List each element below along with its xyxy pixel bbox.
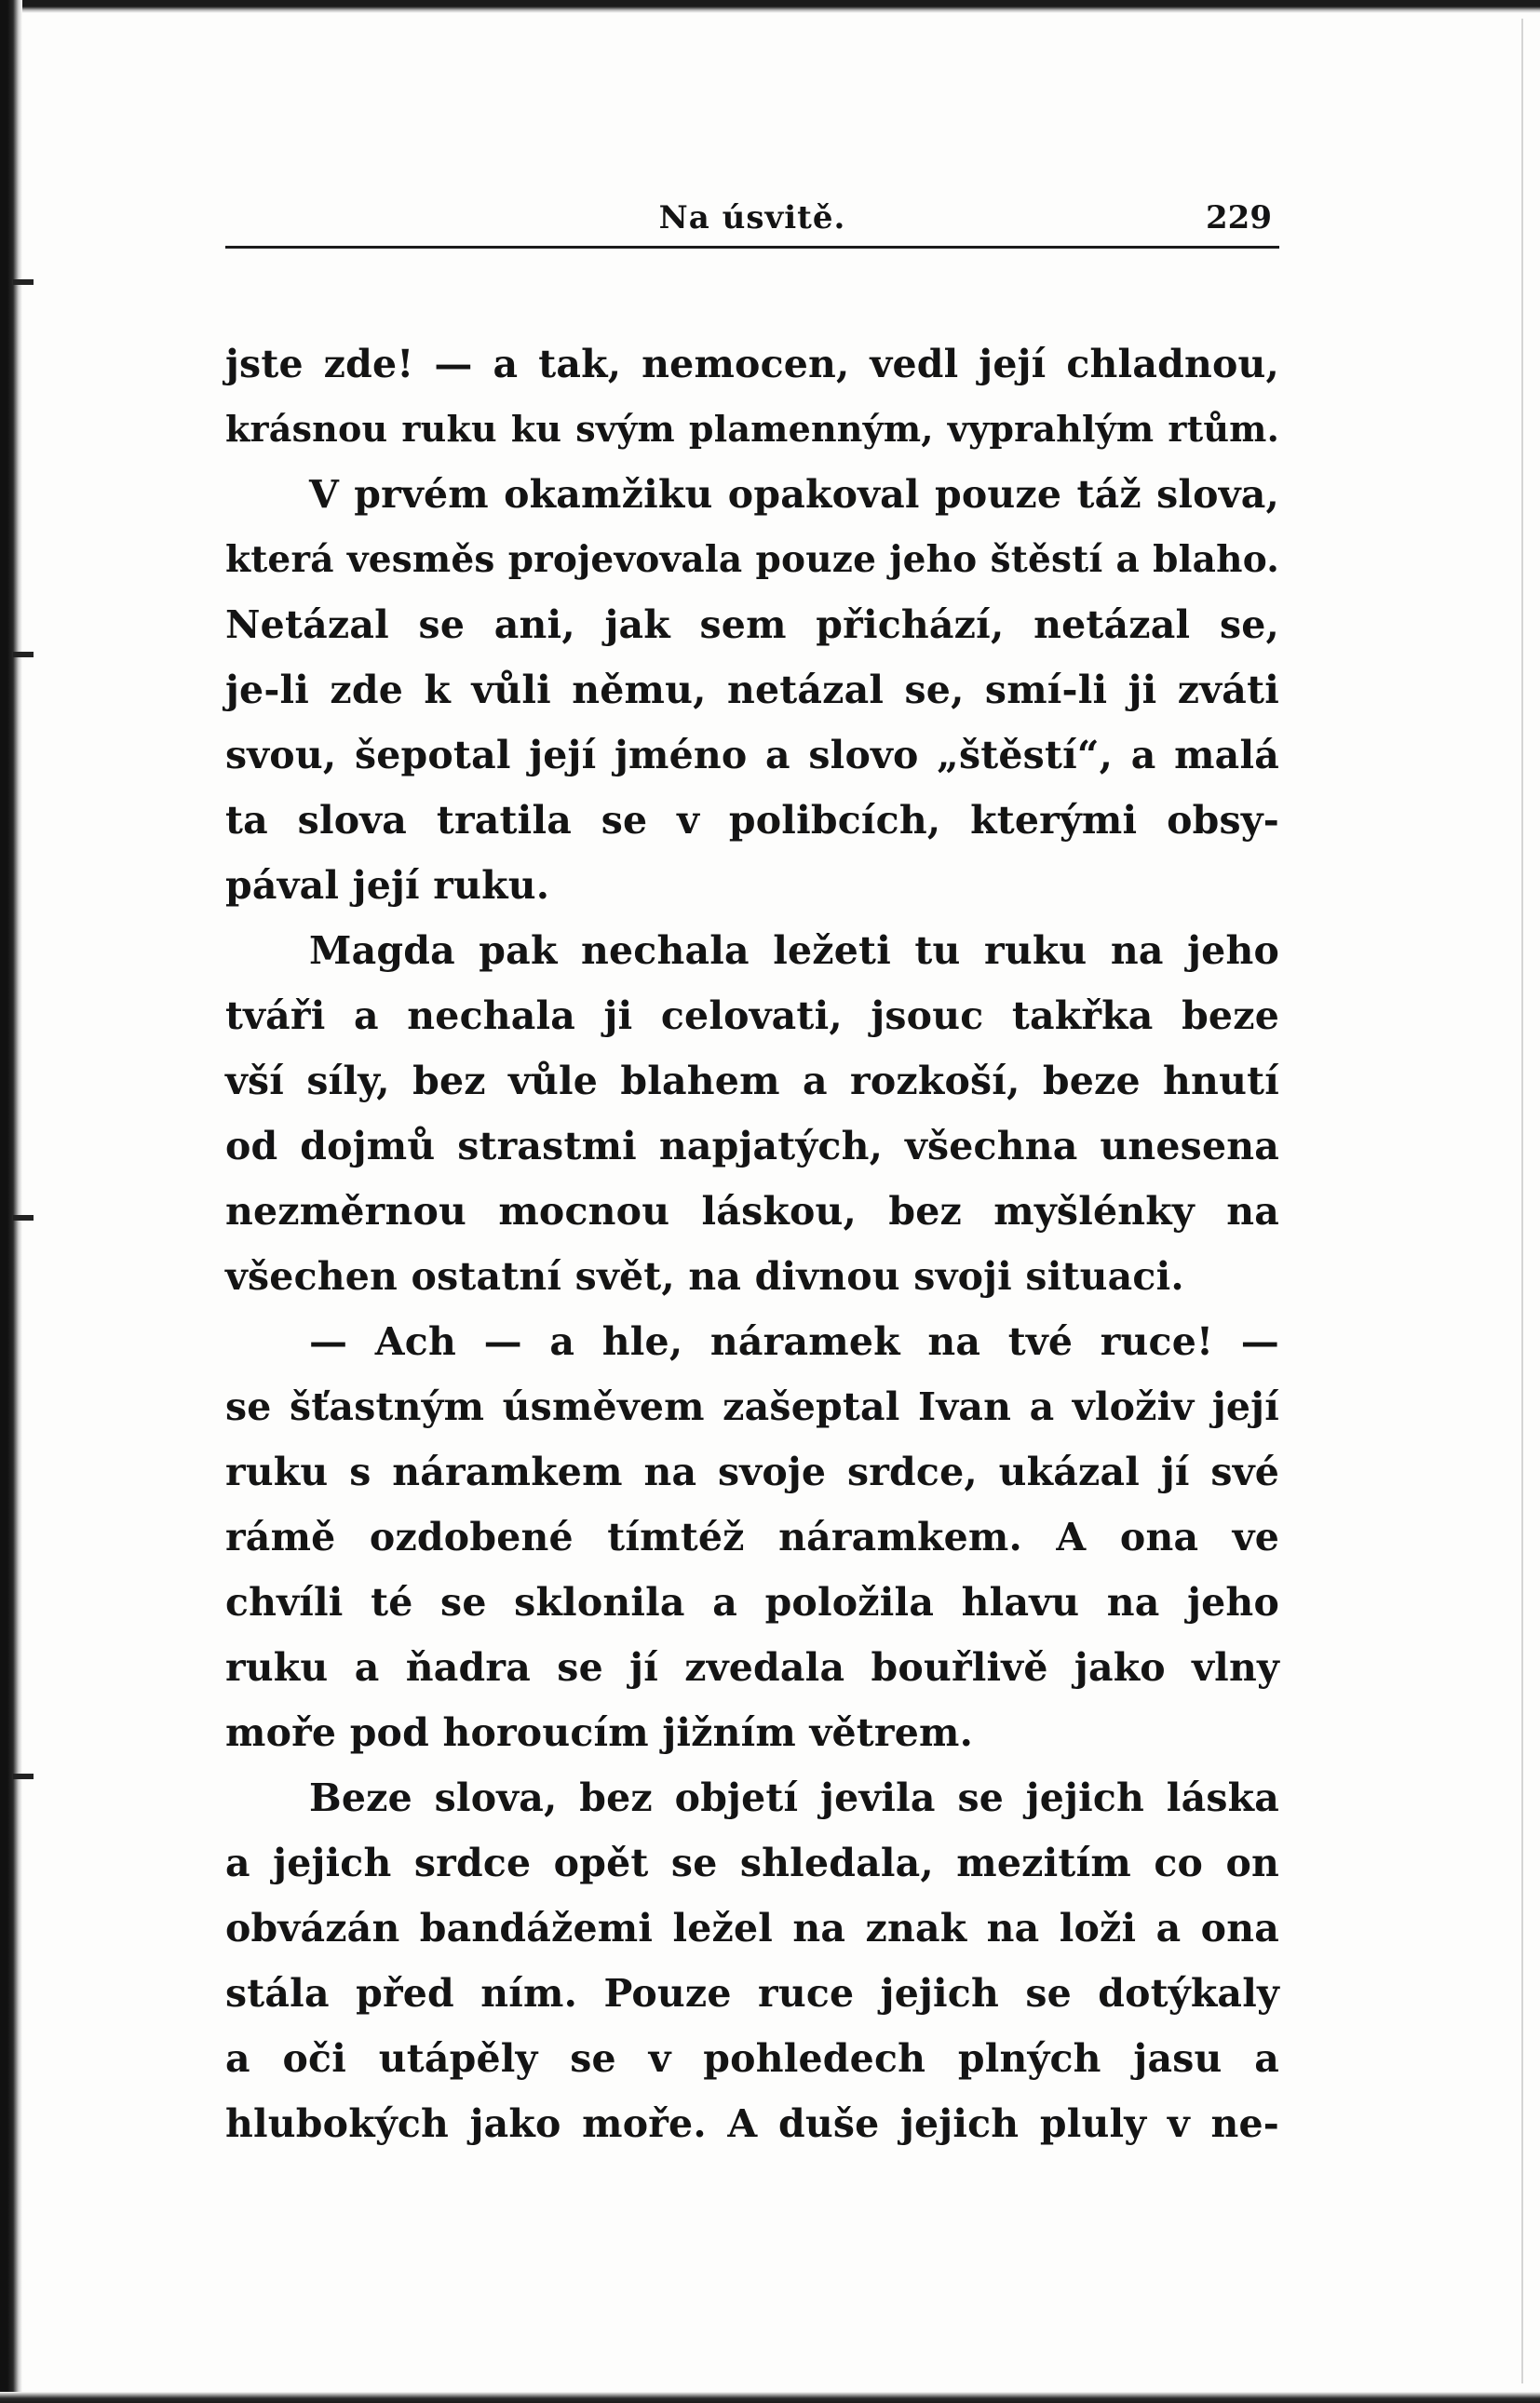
text-line: ta slova tratila se v polibcích, kterými obsy- [225,798,1279,843]
text-line: Magda pak nechala ležeti tu ruku na jeho [309,928,1279,973]
text-line: pával její ruku. [225,863,550,908]
text-line: se šťastným úsměvem zašeptal Ivan a vloživ její [225,1384,1279,1429]
text-line: hlubokých jako moře. A duše jejich pluly v ne- [225,2101,1279,2146]
text-line: Netázal se ani, jak sem přichází, netázal se, [225,602,1279,647]
text-line: jste zde! — a tak, nemocen, vedl její chladnou, [225,342,1279,386]
page-number: 229 [1206,199,1272,236]
text-line: Beze slova, bez objetí jevila se jejich láska [309,1775,1279,1820]
scan-left-edge [0,0,22,2403]
text-line: všechen ostatní svět, na divnou svoji situaci. [225,1254,1184,1299]
text-line: a oči utápěly se v pohledech plných jasu a [225,2036,1279,2081]
text-line: chvíli té se sklonila a položila hlavu na jeho [225,1580,1279,1625]
text-line: je-li zde k vůli němu, netázal se, smí-li ji zváti [225,668,1279,712]
text-line: obvázán bandážemi ležel na znak na loži a ona [225,1906,1279,1951]
text-line: rámě ozdobené tímtéž náramkem. A ona ve [225,1515,1279,1559]
text-line: nezměrnou mocnou láskou, bez myšlénky na [225,1189,1279,1234]
margin-tick [13,279,34,285]
running-title: Na úsvitě. [658,199,846,236]
text-line: tváři a nechala ji celovati, jsouc takřka beze [225,993,1279,1038]
scan-right-edge [1521,19,1523,2383]
scan-top-edge [0,0,1540,13]
margin-tick [13,652,34,657]
text-line: — Ach — a hle, náramek na tvé ruce! — [309,1319,1279,1364]
text-line: od dojmů strastmi napjatých, všechna unesena [225,1124,1279,1168]
text-line: V prvém okamžiku opakoval pouze táž slova, [309,472,1279,517]
text-line: krásnou ruku ku svým plamenným, vyprahlým rtům. [225,408,1279,450]
running-header [225,194,1279,249]
text-line: vší síly, bez vůle blahem a rozkoší, beze hnutí [225,1059,1279,1103]
margin-tick [13,1215,34,1221]
body-text [225,331,1279,2156]
text-line: ruku s náramkem na svoje srdce, ukázal jí své [225,1450,1279,1494]
text-line: moře pod horoucím jižním větrem. [225,1710,974,1755]
text-line: ruku a ňadra se jí zvedala bouřlivě jako vlny [225,1645,1279,1690]
text-line: a jejich srdce opět se shledala, mezitím co on [225,1841,1279,1885]
text-line: svou, šepotal její jméno a slovo „štěstí“, a malá [225,733,1279,777]
text-line: stála před ním. Pouze ruce jejich se dotýkaly [225,1971,1279,2016]
scan-bottom-edge [0,2392,1540,2403]
text-line: která vesměs projevovala pouze jeho štěstí a blaho. [225,538,1279,581]
margin-tick [13,1774,34,1779]
